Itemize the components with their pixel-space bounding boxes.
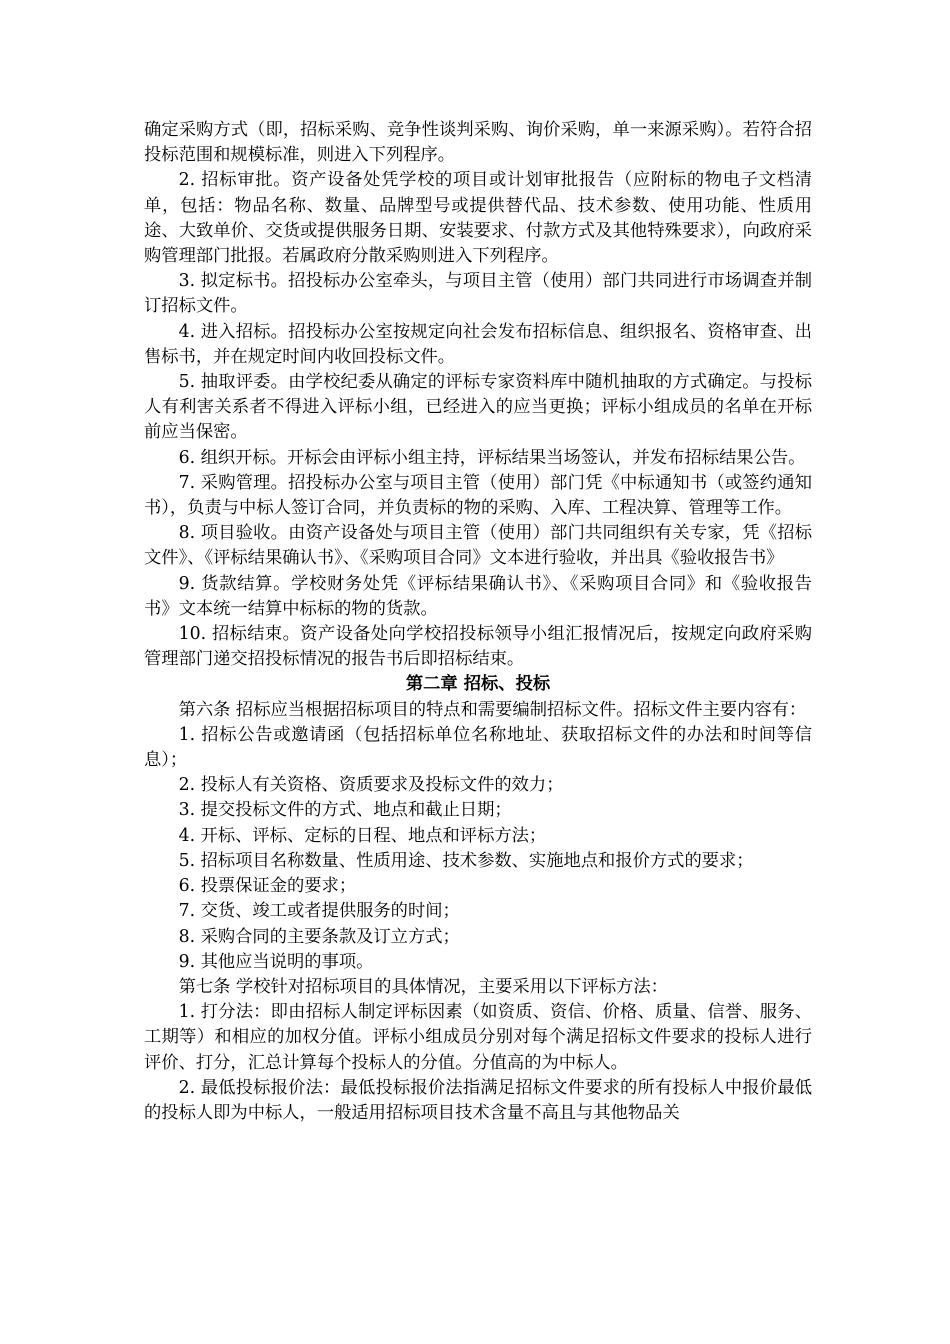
document-page: [144, 118, 812, 1126]
document-body-top: [144, 118, 812, 672]
paragraph: 确定采购方式（即，招标采购、竞争性谈判采购、询价采购，单一来源采购）。若符合招投标范围和规模标准，则进入下列程序。: [144, 120, 812, 166]
paragraph: 1. 打分法：即由招标人制定评标因素（如资质、资信、价格、质量、信誉、服务、工期等）和相应的加权分值。评标小组成员分别对每个满足招标文件要求的投标人进行评价、打分，汇总计算每个投标人的分值。分值高的为中标人。: [144, 1002, 812, 1073]
paragraph: 3. 拟定标书。招投标办公室牵头，与项目主管（使用）部门共同进行市场调查并制订招标文件。: [144, 271, 812, 317]
paragraph: 2. 最低投标报价法：最低投标报价法指满足招标文件要求的所有投标人中报价最低的投标人即为中标人，一般适用招标项目技术含量不高且与其他物品关: [144, 1077, 812, 1123]
paragraph: 7. 采购管理。招投标办公室与项目主管（使用）部门凭《中标通知书（或签约通知书），负责与中标人签订合同，并负责标的物的采购、入库、工程决算、管理等工作。: [144, 472, 812, 519]
paragraph: 9. 货款结算。学校财务处凭《评标结果确认书》、《采购项目合同》和《验收报告书》文本统一结算中标标的物的货款。: [144, 573, 812, 619]
paragraph: 1. 招标公告或邀请函（包括招标单位名称地址、获取招标文件的办法和时间等信息）；: [144, 724, 812, 771]
paragraph: 9. 其他应当说明的事项。: [178, 951, 374, 972]
paragraph: 4. 开标、评标、定标的日程、地点和评标方法；: [178, 825, 547, 846]
paragraph: 5. 抽取评委。由学校纪委从确定的评标专家资料库中随机抽取的方式确定。与投标人有利害关系者不得进入评标小组，已经进入的应当更换；评标小组成员的名单在开标前应当保密。: [144, 372, 812, 443]
paragraph: 第七条 学校针对招标项目的具体情况，主要采用以下评标方法：: [178, 976, 668, 997]
paragraph: 2. 招标审批。资产设备处凭学校的项目或计划审批报告（应附标的物电子文档清单，包括：物品名称、数量、品牌型号或提供替代品、技术参数、使用功能、性质用途、大致单价、交货或提供服务日期、安装要求、付款方式及其他特殊要求），向政府采购管理部门批报。若属政府分散采购则进入下列程序。: [144, 170, 812, 267]
document-body-bottom: [144, 698, 812, 1126]
paragraph: 7. 交货、竣工或者提供服务的时间；: [178, 901, 460, 922]
paragraph: 第六条 招标应当根据招标项目的特点和需要编制招标文件。招标文件主要内容有：: [178, 699, 807, 720]
paragraph: 5. 招标项目名称数量、性质用途、技术参数、实施地点和报价方式的要求；: [178, 850, 754, 871]
paragraph: 2. 投标人有关资格、资质要求及投标文件的效力；: [178, 775, 564, 796]
paragraph: 10. 招标结束。资产设备处向学校招投标领导小组汇报情况后，按规定向政府采购管理部门递交招投标情况的报告书后即招标结束。: [144, 624, 812, 670]
paragraph: 6. 投票保证金的要求；: [178, 876, 357, 897]
paragraph: 4. 进入招标。招投标办公室按规定向社会发布招标信息、组织报名、资格审查、出售标书，并在规定时间内收回投标文件。: [144, 321, 812, 367]
paragraph: 3. 提交投标文件的方式、地点和截止日期；: [178, 800, 512, 821]
paragraph: 8. 采购合同的主要条款及订立方式；: [178, 926, 460, 947]
paragraph: 8. 项目验收。由资产设备处与项目主管（使用）部门共同组织有关专家，凭《招标文件》、《评标结果确认书》、《采购项目合同》文本进行验收，并出具《验收报告书》: [144, 523, 812, 569]
chapter-heading: 第二章 招标、投标: [405, 674, 551, 695]
paragraph: 6. 组织开标。开标会由评标小组主持，评标结果当场签认，并发布招标结果公告。: [178, 447, 806, 468]
